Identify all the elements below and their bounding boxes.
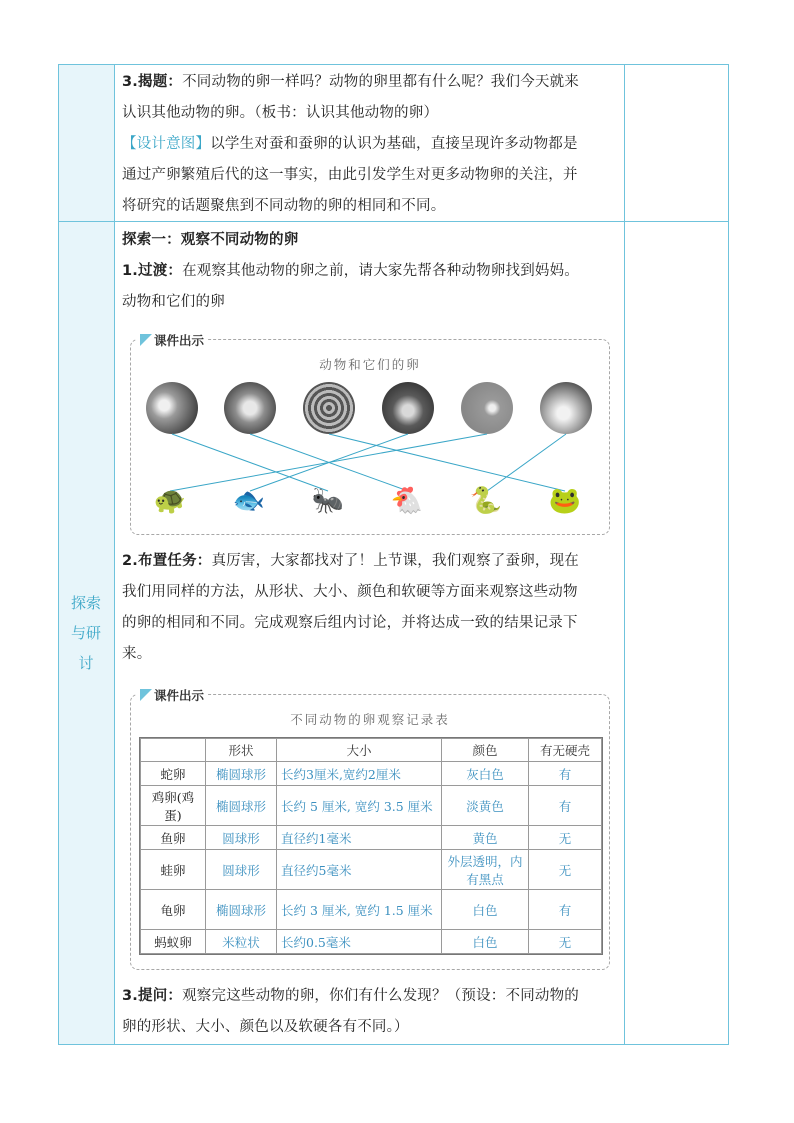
explore-title: 探索一：观察不同动物的卵 xyxy=(122,232,299,248)
header-cell xyxy=(141,739,206,762)
design-intent-line3: 将研究的话题聚焦到不同动物的卵的相同和不同。 xyxy=(122,198,446,214)
left-column-top xyxy=(58,64,114,221)
step2-line2: 我们用同样的方法，从形状、大小、颜色和软硬等方面来观察这些动物 xyxy=(122,584,578,600)
design-intent-line1: 【设计意图】以学生对蚕和蚕卵的认识为基础，直接呈现许多动物都是 xyxy=(122,136,578,152)
matching-lines xyxy=(130,339,608,533)
step2-line3: 的卵的相同和不同。完成观察后组内讨论，并将达成一致的结果记录下 xyxy=(122,615,578,631)
step2-line1: 2.布置任务：真厉害，大家都找对了！上节课，我们观察了蚕卵，现在 xyxy=(122,553,579,569)
table-left-border xyxy=(58,64,59,1044)
step3-line1: 3.提问：观察完这些动物的卵，你们有什么发现？（预设：不同动物的 xyxy=(122,988,580,1004)
section-label: 探索 与研 讨 xyxy=(70,594,101,672)
frog-icon: 🐸 xyxy=(548,486,582,516)
table-row: 蛙卵 圆球形 直径约5毫米 外层透明，内有黑点 无 xyxy=(141,850,602,890)
step1-line2: 动物和它们的卵 xyxy=(122,294,225,310)
header-cell: 大小 xyxy=(277,739,442,762)
courseware-tag-2: 课件出示 xyxy=(136,686,208,704)
step1-line1: 1.过渡：在观察其他动物的卵之前，请大家先帮各种动物卵找到妈妈。 xyxy=(122,263,580,279)
ant-icon: 🐜 xyxy=(311,486,345,516)
table-row: 鱼卵 圆球形 直径约1毫米 黄色 无 xyxy=(141,826,602,850)
reveal-topic-line1: 3.揭题：不同动物的卵一样吗？动物的卵里都有什么呢？我们今天就来 xyxy=(122,74,580,90)
table-top-border xyxy=(58,64,729,65)
header-cell: 有无硬壳 xyxy=(529,739,602,762)
design-intent-label: 【设计意图】 xyxy=(122,136,211,152)
hen-icon: 🐔 xyxy=(390,486,424,516)
table-col-divider-1 xyxy=(114,64,115,1044)
record-table-title: 不同动物的卵观察记录表 xyxy=(290,712,450,727)
header-cell: 形状 xyxy=(206,739,277,762)
table-row: 蚂蚁卵 米粒状 长约0.5毫米 白色 无 xyxy=(141,930,602,954)
table-row: 龟卵 椭圆球形 长约 3 厘米, 宽约 1.5 厘米 白色 有 xyxy=(141,890,602,930)
snake-icon: 🐍 xyxy=(469,486,503,516)
table-row: 鸡卵(鸡蛋) 椭圆球形 长约 5 厘米, 宽约 3.5 厘米 淡黄色 有 xyxy=(141,786,602,826)
turtle-icon: 🐢 xyxy=(153,486,187,516)
reveal-topic-line2: 认识其他动物的卵。（板书：认识其他动物的卵） xyxy=(122,105,439,121)
table-bottom-border xyxy=(58,1044,729,1045)
design-intent-line2: 通过产卵繁殖后代的这一事实，由此引发学生对更多动物卵的关注，并 xyxy=(122,167,578,183)
egg-observation-table xyxy=(140,738,602,954)
step3-line2: 卵的形状、大小、颜色以及软硬各有不同。） xyxy=(122,1019,409,1035)
goldfish-icon: 🐟 xyxy=(232,486,266,516)
header-cell: 颜色 xyxy=(442,739,529,762)
frame1-caption: 动物和它们的卵 xyxy=(319,357,421,372)
step2-line4: 来。 xyxy=(122,646,152,662)
table-col-divider-2 xyxy=(624,64,625,1044)
table-right-border xyxy=(728,64,729,1044)
table-row: 蛇卵 椭圆球形 长约3厘米,宽约2厘米 灰白色 有 xyxy=(141,762,602,786)
tag-marker-icon xyxy=(140,689,152,701)
table-header-row xyxy=(141,739,602,762)
courseware-tag-1: 课件出示 xyxy=(136,331,208,349)
